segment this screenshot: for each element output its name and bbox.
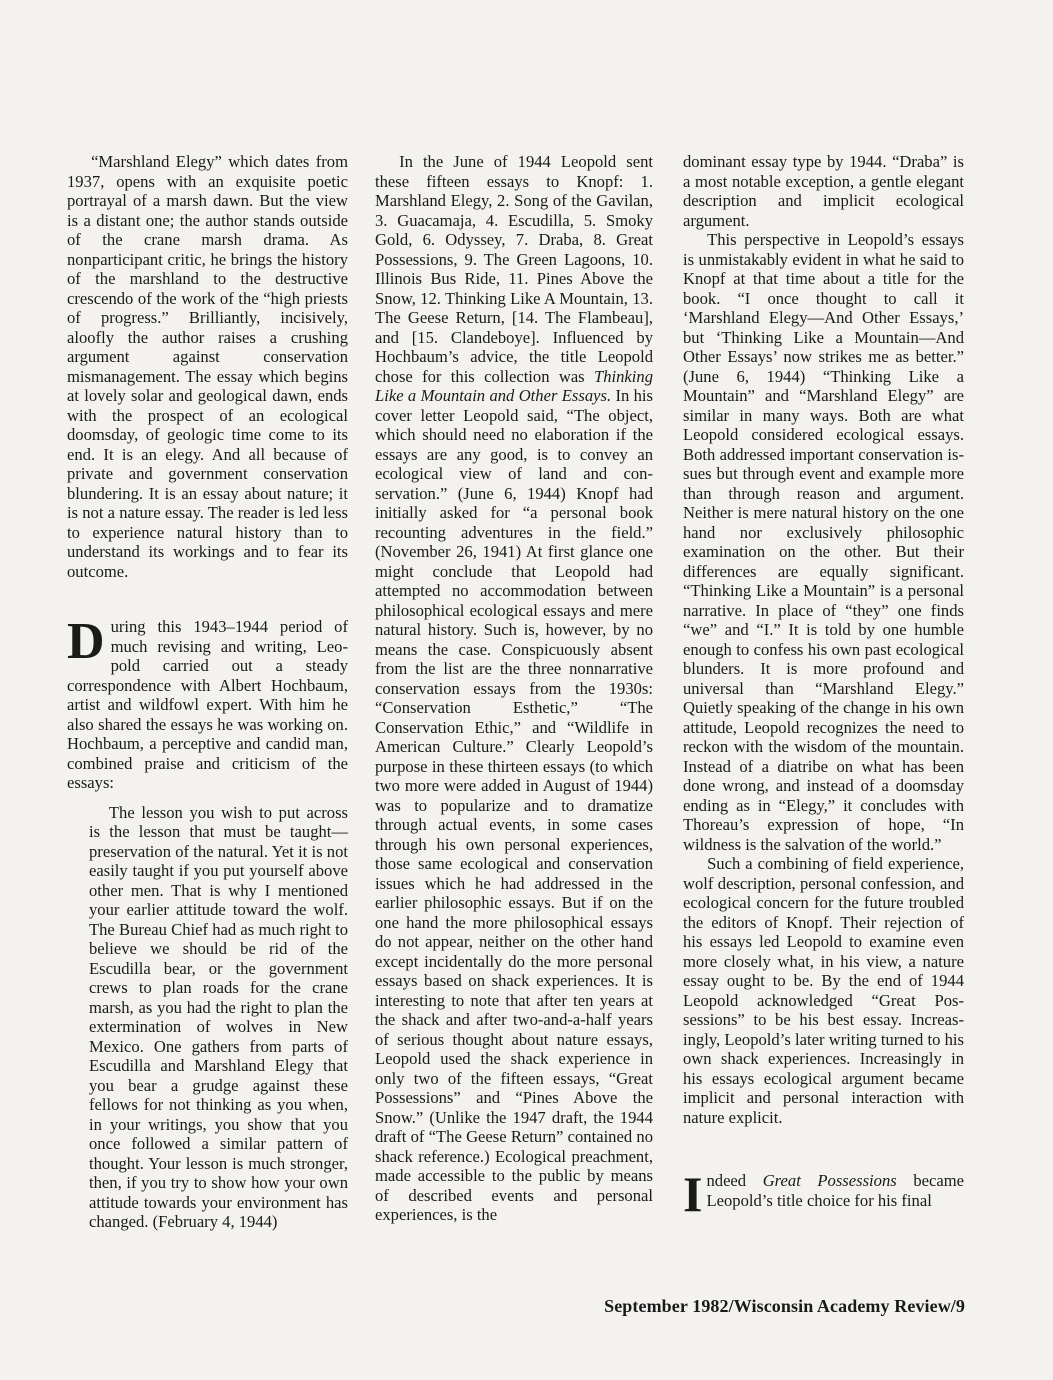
paragraph-dominant-type: dominant essay type by 1944. “Draba” is a most notable exception, a gentle elegant description and implicit ecological argument.	[683, 152, 964, 230]
paragraph-fifteen-essays-a: In the June of 1944 Leopold sent these fifteen essays to Knopf: 1. Marshland Elegy, 2. Song of the Gavilan, 3. Guacamaja, 4. Escudilla, 5. Smoky Gold, 6. Odyssey, 7. Draba, 8. Great Possessions, 9. The Green Lagoons, 10. Illinois Bus Ride, 11. Pines Above the Snow, 12. Thinking Like A Mountain, 13. The Geese Return, [14. The Flambeau], and [15. Clandeboye]. Influenced by Hochbaum’s advice, the title Leopold chose for this collection was	[375, 152, 653, 386]
paragraph-hochbaum-text: uring this 1943–1944 period of much revising and writing, Leopold carried out a steady correspondence with Albert Hochbaum, artist and wildfowl expert. With him he also shared the essays he was working on. Hochbaum, a perceptive and candid man, combined praise and criticism of the essays:	[67, 617, 348, 792]
column-3	[683, 152, 964, 1222]
drop-cap-i: I	[683, 1166, 703, 1222]
book-title-great-possessions: Great Possessions	[762, 1171, 897, 1190]
paragraph-hochbaum	[67, 613, 348, 793]
paragraph-combining: Such a combining of field experience, wolf description, personal confession, and ecological concern for the future troubled the editors of Knopf. Their rejection of his essays led Leopold to examine even more closely what, in his view, a nature essay ought to be. By the end of 1944 Leopold acknowledged “Great Possessions” to be his best essay. Increasingly, Leopold’s later writing turned to his own shack experiences. Increasingly in his essays ecological argument became implicit and personal interaction with nature explicit.	[683, 854, 964, 1127]
page-footer: September 1982/Wisconsin Academy Review/9	[604, 1296, 965, 1316]
paragraph-fifteen-essays	[375, 152, 653, 1225]
paragraph-indeed-a: ndeed	[706, 1171, 747, 1190]
paragraph-indeed	[683, 1166, 964, 1222]
paragraph-fifteen-essays-b: In his cover letter Leopold said, “The object, which should need no elaboration if the essays are any good, is to convey an ecological view of land and conservation.” (June 6, 1944) Knopf had initially asked for “a personal book recounting adventures in the field.” (November 26, 1941) At first glance one might conclude that Leopold had attempted no accommodation between philosophical ecological essays and mere natural history. Such is, however, by no means the case. Conspicuously absent from the list are the three nonnarrative conservation essays from the 1930s: “Conservation Esthetic,” “The Conservation Ethic,” and “Wildlife in American Culture.” Clearly Leopold’s purpose in these thirteen essays (to which two more were added in August of 1944) was to popularize and to dramatize through actual events, in some cases through his own personal experiences, those same ecological and conservation issues which he had addressed in the earlier philosophic essays. But if on the one hand the more philosophical essays do not appear, neither on the other hand except incidentally do the more personal essays based on shack experiences. It is interesting to note that after ten years at the shack and after two-and-a-half years of serious thought about nature essays, Leopold used the shack experience in only two of the fifteen essays, “Great Possessions” and “Pines Above the Snow.” (Unlike the 1947 draft, the 1944 draft of “The Geese Return” contained no shack reference.) Ecological preachment, made accessible to the public by means of described events and personal experiences, is the	[375, 386, 653, 1224]
column-2	[375, 152, 653, 1225]
column-1	[67, 152, 348, 1232]
drop-cap-d: D	[67, 613, 105, 670]
book-title-thinking-like-a-mountain: Thinking Like a Mountain and Other Essays.	[375, 366, 653, 405]
paragraph-indeed-b: became Leopold’s title choice for his final	[706, 1171, 964, 1210]
paragraph-perspective: This perspective in Leopold’s essays is unmistakably evident in what he said to Knopf at that time about a title for the book. “I once thought to call it ‘Marshland Elegy—And Other Essays,’ but ‘Thinking Like a Mountain—And Other Essays’ now strikes me as better.” (June 6, 1944) “Thinking Like a Mountain” and “Marshland Elegy” are similar in many ways. Both are what Leopold considered ecological essays. Both addressed important conservation issues but through event and example more than through reason and argument. Neither is mere natural history on the one hand nor exclusively philosophic examination on the other. But their differences are equally significant. “Thinking Like a Mountain” is a personal narrative. In place of “they” one finds “we” and “I.” It is told by one humble enough to confess his own past ecological blunders. It is more profound and universal than “Marshland Elegy.” Quietly speaking of the change in his own attitude, Leopold recognizes the need to reckon with the wisdom of the mountain. Instead of a diatribe on what has been done wrong, and instead of a doomsday ending as in “Elegy,” it concludes with Thoreau’s expression of hope, “In wildness is the salvation of the world.”	[683, 230, 964, 854]
block-quote-hochbaum: The lesson you wish to put across is the lesson that must be taught—preservation of the natural. Yet it is not easily taught if you put yourself above other men. That is why I mentioned your earlier attitude toward the wolf. The Bureau Chief had as much right to believe we should be rid of the Escudilla bear, or the government crews to plan roads for the crane marsh, as you had the right to plan the extermination of wolves in New Mexico. One gathers from parts of Escudilla and Marshland Elegy that you bear a grudge against these fellows for not thinking as you when, in your writings, you show that you once followed a similar pattern of thought. Your lesson is much stronger, then, if you try to show how your own attitude towards your environment has changed. (February 4, 1944)	[89, 802, 348, 1231]
paragraph-marshland-elegy: “Marshland Elegy” which dates from 1937, opens with an exquisite poetic portrayal of a marsh dawn. But the view is a distant one; the author stands outside of the crane marsh drama. As nonparticipant critic, he brings the history of the marshland to the destructive crescendo of the work of the “high priests of progress.” Brilliantly, incisively, aloofly the author raises a crushing argument against conservation mismanagement. The essay which begins at lovely solar and geological dawn, ends with the prospect of an ecological doomsday, of geologic time come to its end. It is an elegy. And all because of private and government conservation blundering. It is an essay about nature; it is not a nature essay. The reader is led less to experience natural history than to understand its workings and to fear its outcome.	[67, 152, 348, 581]
